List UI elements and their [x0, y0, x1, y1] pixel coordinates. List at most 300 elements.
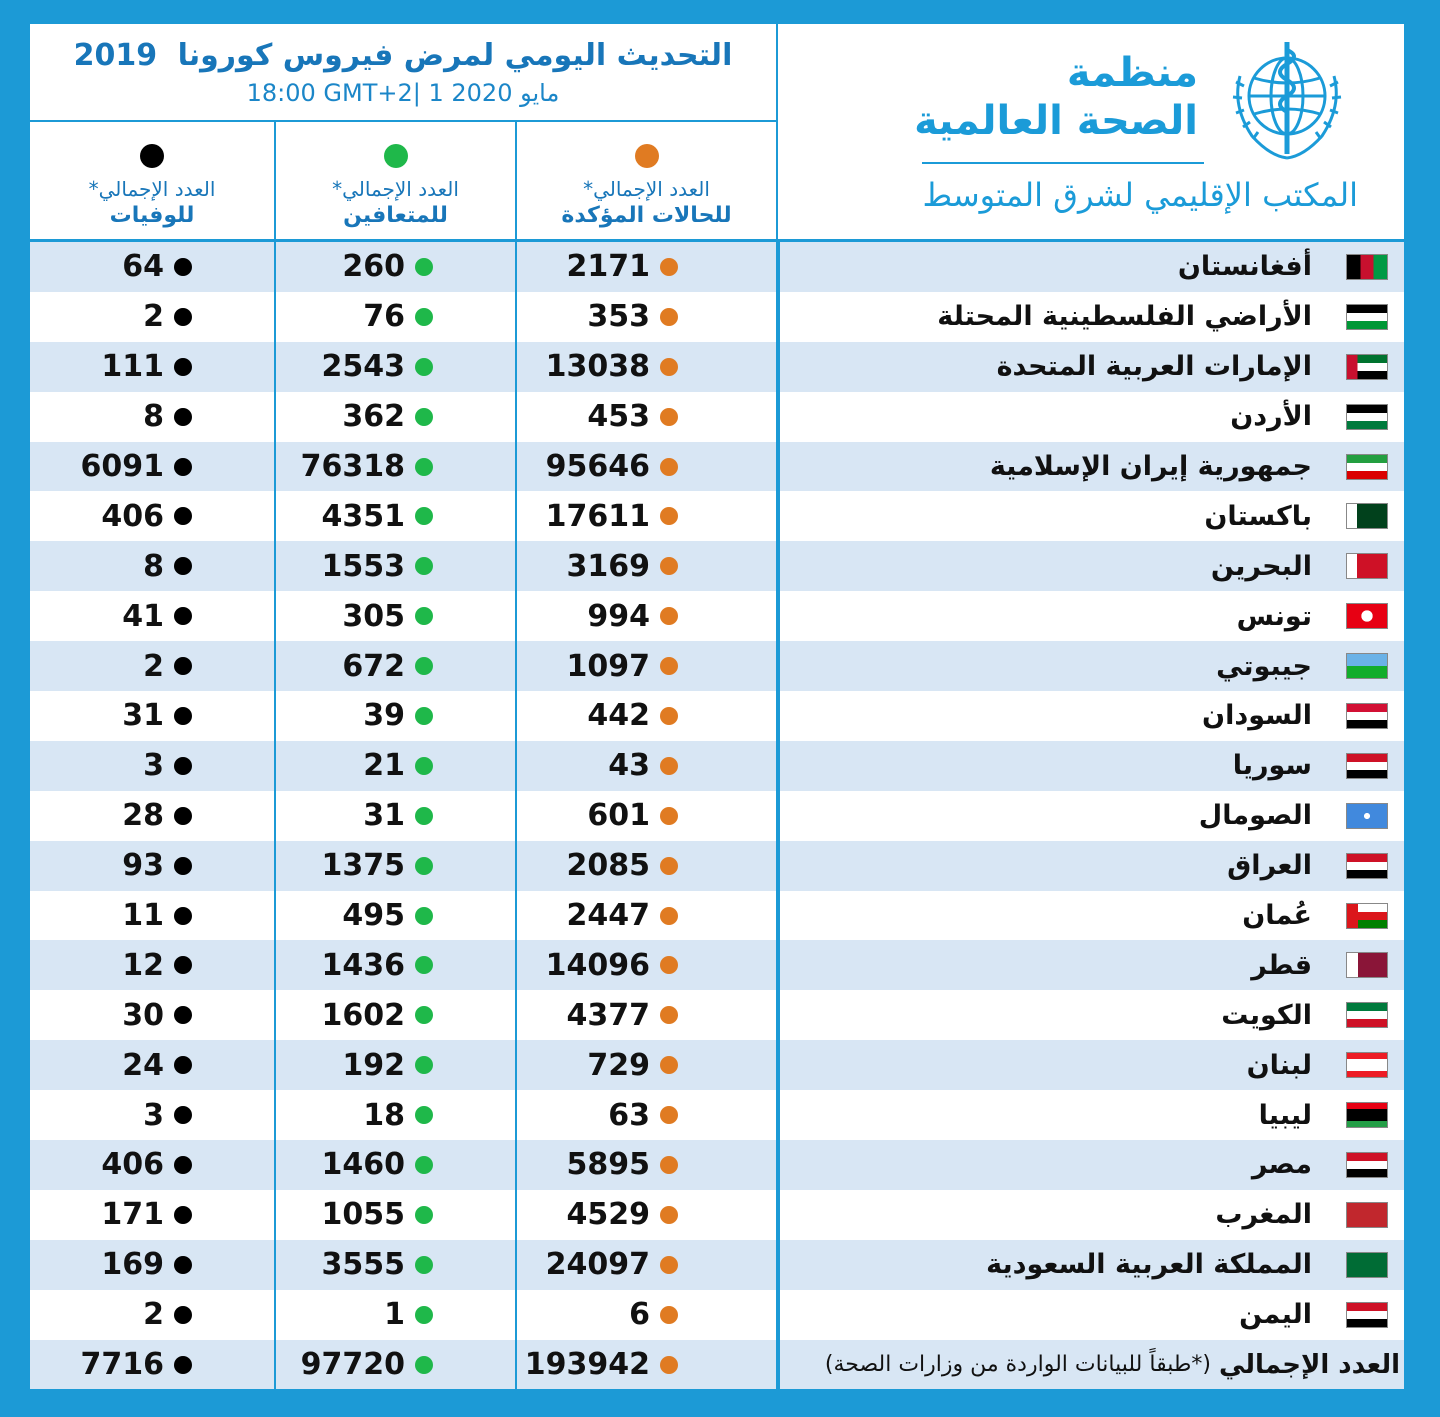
deaths-value: 406	[101, 498, 164, 534]
country-cell	[778, 940, 1408, 990]
recovered-value: 39	[363, 698, 405, 734]
deaths-cell	[30, 1040, 276, 1090]
deaths-dot-icon	[174, 1306, 192, 1324]
deaths-dot-icon	[174, 857, 192, 875]
deaths-value: 2	[143, 299, 164, 335]
confirmed-value: 14096	[545, 947, 650, 983]
lebanon-flag-icon	[1346, 1052, 1388, 1078]
deaths-cell	[30, 791, 276, 841]
recovered-value: 1460	[321, 1147, 405, 1183]
deaths-dot-icon	[174, 1206, 192, 1224]
column-header-line1: العدد الإجمالي*	[332, 177, 459, 201]
oman-flag-icon	[1346, 903, 1388, 929]
confirmed-value: 1097	[566, 648, 650, 684]
recovered-cell	[276, 741, 517, 791]
country-cell	[778, 591, 1408, 641]
confirmed-dot-icon	[660, 1006, 678, 1024]
who-emblem-icon	[1212, 36, 1362, 166]
deaths-value: 3	[143, 748, 164, 784]
country-cell	[778, 442, 1408, 492]
confirmed-value: 442	[587, 698, 650, 734]
confirmed-value: 2085	[566, 848, 650, 884]
deaths-cell	[30, 940, 276, 990]
recovered-cell	[276, 1240, 517, 1290]
confirmed-cell	[517, 1240, 778, 1290]
recovered-cell	[276, 641, 517, 691]
confirmed-dot-icon	[660, 707, 678, 725]
confirmed-dot-icon	[660, 607, 678, 625]
deaths-value: 41	[122, 598, 164, 634]
country-name: السودان	[1202, 700, 1312, 732]
recovered-value: 192	[342, 1047, 405, 1083]
confirmed-total-cell	[517, 1340, 778, 1390]
recovered-dot-icon	[415, 1356, 433, 1374]
country-cell	[778, 891, 1408, 941]
confirmed-value: 63	[608, 1097, 650, 1133]
recovered-dot-icon	[415, 557, 433, 575]
recovered-value: 1375	[321, 848, 405, 884]
table-row	[30, 442, 1404, 492]
recovered-value: 1	[384, 1297, 405, 1333]
country-cell	[778, 691, 1408, 741]
recovered-value: 76318	[300, 449, 405, 484]
confirmed-cell	[517, 541, 778, 591]
recovered-cell	[276, 442, 517, 492]
country-cell	[778, 990, 1408, 1040]
recovered-value: 672	[342, 648, 405, 684]
table-row	[30, 791, 1404, 841]
confirmed-cell	[517, 791, 778, 841]
confirmed-value: 2447	[566, 898, 650, 934]
deaths-dot-icon	[174, 1156, 192, 1174]
country-name: مصر	[1251, 1149, 1312, 1181]
confirmed-value: 24097	[545, 1247, 650, 1283]
country-name: اليمن	[1239, 1299, 1312, 1331]
column-header-line2: للوفيات	[109, 203, 195, 228]
deaths-dot-icon	[174, 408, 192, 426]
country-cell	[778, 1190, 1408, 1240]
confirmed-value: 193942	[524, 1347, 650, 1383]
country-name: لبنان	[1246, 1049, 1312, 1081]
recovered-cell	[276, 1040, 517, 1090]
country-name: قطر	[1251, 949, 1312, 981]
country-name: العراق	[1227, 850, 1312, 882]
deaths-dot-icon	[174, 607, 192, 625]
jordan-flag-icon	[1346, 404, 1388, 430]
recovered-dot-icon	[415, 956, 433, 974]
confirmed-cell	[517, 841, 778, 891]
confirmed-value: 5895	[566, 1147, 650, 1183]
recovered-dot-icon	[415, 657, 433, 675]
table-row	[30, 1090, 1404, 1140]
table-row	[30, 741, 1404, 791]
deaths-dot-icon	[174, 308, 192, 326]
confirmed-value: 994	[587, 598, 650, 634]
country-name: البحرين	[1210, 550, 1312, 582]
country-cell	[778, 342, 1408, 392]
confirmed-dot-icon	[635, 144, 659, 168]
deaths-value: 406	[101, 1147, 164, 1183]
recovered-value: 260	[342, 249, 405, 285]
table-row	[30, 1040, 1404, 1090]
table-row	[30, 591, 1404, 641]
confirmed-cell	[517, 940, 778, 990]
recovered-value: 4351	[321, 498, 405, 534]
confirmed-dot-icon	[660, 657, 678, 675]
deaths-value: 7716	[80, 1347, 164, 1383]
deaths-cell	[30, 891, 276, 941]
recovered-value: 31	[363, 798, 405, 834]
deaths-cell	[30, 1140, 276, 1190]
deaths-dot-icon	[174, 707, 192, 725]
confirmed-cell	[517, 242, 778, 292]
recovered-dot-icon	[415, 1256, 433, 1274]
confirmed-value: 4529	[566, 1197, 650, 1233]
recovered-value: 18	[363, 1097, 405, 1133]
deaths-value: 64	[122, 249, 164, 285]
recovered-value: 76	[363, 299, 405, 335]
recovered-dot-icon	[415, 1306, 433, 1324]
recovered-dot-icon	[415, 907, 433, 925]
table-row	[30, 1240, 1404, 1290]
deaths-value: 2	[143, 1297, 164, 1333]
deaths-value: 30	[122, 997, 164, 1033]
recovered-cell	[276, 841, 517, 891]
recovered-dot-icon	[415, 1056, 433, 1074]
table-row	[30, 392, 1404, 442]
deaths-dot-icon	[174, 358, 192, 376]
deaths-cell	[30, 741, 276, 791]
confirmed-value: 6	[629, 1297, 650, 1333]
recovered-dot-icon	[415, 1006, 433, 1024]
confirmed-value: 601	[587, 798, 650, 834]
country-cell	[778, 491, 1408, 541]
confirmed-dot-icon	[660, 1056, 678, 1074]
iraq-flag-icon	[1346, 853, 1388, 879]
confirmed-dot-icon	[660, 757, 678, 775]
sudan-flag-icon	[1346, 703, 1388, 729]
column-header-recovered	[276, 122, 517, 242]
regional-office-name: المكتب الإقليمي لشرق المتوسط	[922, 176, 1358, 214]
recovered-cell	[276, 342, 517, 392]
deaths-dot-icon	[174, 956, 192, 974]
deaths-dot-icon	[174, 1256, 192, 1274]
deaths-value: 2	[143, 648, 164, 684]
egypt-flag-icon	[1346, 1152, 1388, 1178]
confirmed-value: 353	[587, 299, 650, 335]
recovered-cell	[276, 541, 517, 591]
recovered-cell	[276, 1140, 517, 1190]
org-name-line2: الصحة العالمية	[914, 98, 1198, 144]
syria-flag-icon	[1346, 753, 1388, 779]
confirmed-value: 17611	[545, 498, 650, 534]
confirmed-cell	[517, 1090, 778, 1140]
recovered-value: 305	[342, 598, 405, 634]
confirmed-cell	[517, 392, 778, 442]
recovered-cell	[276, 491, 517, 541]
recovered-dot-icon	[415, 258, 433, 276]
confirmed-dot-icon	[660, 557, 678, 575]
total-label: العدد الإجمالي	[1218, 1349, 1400, 1380]
confirmed-value: 43	[608, 748, 650, 784]
confirmed-value: 4377	[566, 997, 650, 1033]
table-row	[30, 990, 1404, 1040]
table-row	[30, 1290, 1404, 1340]
deaths-cell	[30, 392, 276, 442]
recovered-value: 2543	[321, 349, 405, 385]
recovered-dot-icon	[415, 807, 433, 825]
table-row	[30, 1140, 1404, 1190]
kuwait-flag-icon	[1346, 1002, 1388, 1028]
total-row	[30, 1340, 1404, 1390]
country-cell	[778, 1240, 1408, 1290]
afghanistan-flag-icon	[1346, 254, 1388, 280]
recovered-cell	[276, 1190, 517, 1240]
country-name: المملكة العربية السعودية	[986, 1249, 1312, 1281]
deaths-cell	[30, 442, 276, 492]
confirmed-cell	[517, 1190, 778, 1240]
confirmed-cell	[517, 1040, 778, 1090]
column-header-line1: العدد الإجمالي*	[88, 177, 216, 201]
recovered-value: 495	[342, 898, 405, 934]
deaths-dot-icon	[174, 1006, 192, 1024]
deaths-dot-icon	[174, 557, 192, 575]
table-row	[30, 342, 1404, 392]
somalia-flag-icon	[1346, 803, 1388, 829]
country-cell	[778, 292, 1408, 342]
deaths-value: 31	[122, 698, 164, 734]
deaths-cell	[30, 292, 276, 342]
recovered-cell	[276, 791, 517, 841]
table-row	[30, 242, 1404, 292]
country-name: باكستان	[1204, 500, 1312, 532]
country-cell	[778, 392, 1408, 442]
title-year: 2019	[73, 38, 158, 73]
confirmed-dot-icon	[660, 1256, 678, 1274]
recovered-dot-icon	[415, 607, 433, 625]
header	[30, 24, 1404, 242]
total-label-cell	[778, 1340, 1408, 1390]
deaths-value: 93	[122, 848, 164, 884]
date-line: 18:00 GMT+2| 1 مايو 2020	[246, 79, 560, 107]
recovered-dot-icon	[415, 707, 433, 725]
country-cell	[778, 841, 1408, 891]
confirmed-cell	[517, 491, 778, 541]
country-name: الصومال	[1198, 800, 1312, 832]
confirmed-cell	[517, 1290, 778, 1340]
deaths-dot-icon	[174, 1056, 192, 1074]
country-cell	[778, 1040, 1408, 1090]
country-name: الإمارات العربية المتحدة	[996, 351, 1312, 383]
confirmed-dot-icon	[660, 1206, 678, 1224]
iran-flag-icon	[1346, 454, 1388, 480]
recovered-value: 1553	[321, 548, 405, 584]
deaths-cell	[30, 342, 276, 392]
column-header-deaths	[30, 122, 276, 242]
deaths-cell	[30, 491, 276, 541]
table-row	[30, 891, 1404, 941]
confirmed-dot-icon	[660, 807, 678, 825]
confirmed-dot-icon	[660, 907, 678, 925]
confirmed-dot-icon	[660, 308, 678, 326]
country-name: تونس	[1236, 600, 1312, 632]
deaths-value: 28	[122, 798, 164, 834]
deaths-cell	[30, 691, 276, 741]
confirmed-cell	[517, 591, 778, 641]
deaths-dot-icon	[174, 258, 192, 276]
country-name: الأراضي الفلسطينية المحتلة	[937, 301, 1312, 333]
deaths-value: 111	[101, 349, 164, 385]
recovered-dot-icon	[415, 1206, 433, 1224]
recovered-cell	[276, 691, 517, 741]
country-name: الكويت	[1221, 999, 1312, 1031]
column-header-line1: العدد الإجمالي*	[583, 177, 710, 201]
confirmed-cell	[517, 891, 778, 941]
deaths-dot-icon	[174, 1356, 192, 1374]
deaths-dot-icon	[174, 507, 192, 525]
deaths-dot-icon	[174, 807, 192, 825]
country-cell	[778, 1140, 1408, 1190]
confirmed-dot-icon	[660, 258, 678, 276]
deaths-dot-icon	[174, 907, 192, 925]
country-cell	[778, 791, 1408, 841]
table-row	[30, 292, 1404, 342]
table-row	[30, 841, 1404, 891]
bahrain-flag-icon	[1346, 553, 1388, 579]
title-text: التحديث اليومي لمرض فيروس كورونا	[177, 38, 733, 73]
table-row	[30, 1190, 1404, 1240]
deaths-dot-icon	[174, 757, 192, 775]
org-name-line1: منظمة	[1066, 50, 1198, 96]
deaths-cell	[30, 1290, 276, 1340]
recovered-dot-icon	[415, 1156, 433, 1174]
confirmed-dot-icon	[660, 1306, 678, 1324]
source-note: (*طبقاً للبيانات الواردة من وزارات الصحة)	[824, 1352, 1211, 1378]
deaths-total-cell	[30, 1340, 276, 1390]
deaths-cell	[30, 1190, 276, 1240]
palestine-flag-icon	[1346, 304, 1388, 330]
confirmed-cell	[517, 342, 778, 392]
confirmed-dot-icon	[660, 1106, 678, 1124]
recovered-value: 1602	[321, 997, 405, 1033]
djibouti-flag-icon	[1346, 653, 1388, 679]
deaths-value: 11	[122, 898, 164, 934]
confirmed-value: 453	[587, 399, 650, 435]
recovered-dot-icon	[415, 308, 433, 326]
recovered-value: 3555	[321, 1247, 405, 1283]
confirmed-dot-icon	[660, 1156, 678, 1174]
recovered-cell	[276, 891, 517, 941]
libya-flag-icon	[1346, 1102, 1388, 1128]
deaths-cell	[30, 841, 276, 891]
recovered-dot-icon	[415, 458, 433, 476]
deaths-dot-icon	[174, 1106, 192, 1124]
title-box	[30, 24, 778, 122]
table-row	[30, 691, 1404, 741]
country-name: المغرب	[1215, 1199, 1312, 1231]
recovered-cell	[276, 1090, 517, 1140]
country-cell	[778, 1290, 1408, 1340]
recovered-dot-icon	[415, 857, 433, 875]
country-name: ليبيا	[1258, 1099, 1312, 1131]
recovered-value: 1436	[321, 947, 405, 983]
deaths-value: 12	[122, 947, 164, 983]
country-name: سوريا	[1232, 750, 1312, 782]
recovered-value: 97720	[300, 1347, 405, 1383]
country-name: الأردن	[1230, 401, 1312, 433]
country-name: جمهورية إيران الإسلامية	[989, 451, 1312, 482]
confirmed-dot-icon	[660, 358, 678, 376]
table-row	[30, 491, 1404, 541]
deaths-value: 8	[143, 399, 164, 435]
recovered-dot-icon	[415, 1106, 433, 1124]
tunisia-flag-icon	[1346, 603, 1388, 629]
table-row	[30, 641, 1404, 691]
recovered-total-cell	[276, 1340, 517, 1390]
confirmed-cell	[517, 691, 778, 741]
saudi-flag-icon	[1346, 1252, 1388, 1278]
confirmed-dot-icon	[660, 956, 678, 974]
deaths-cell	[30, 1090, 276, 1140]
confirmed-dot-icon	[660, 408, 678, 426]
qatar-flag-icon	[1346, 952, 1388, 978]
recovered-cell	[276, 392, 517, 442]
deaths-dot-icon	[174, 657, 192, 675]
uae-flag-icon	[1346, 354, 1388, 380]
country-name: جيبوتي	[1216, 650, 1312, 682]
deaths-value: 169	[101, 1247, 164, 1283]
recovered-cell	[276, 990, 517, 1040]
confirmed-value: 2171	[566, 249, 650, 285]
deaths-value: 8	[143, 548, 164, 584]
confirmed-cell	[517, 442, 778, 492]
recovered-value: 362	[342, 399, 405, 435]
recovered-cell	[276, 242, 517, 292]
who-logo-area	[780, 24, 1406, 242]
table-row	[30, 541, 1404, 591]
yemen-flag-icon	[1346, 1302, 1388, 1328]
confirmed-dot-icon	[660, 507, 678, 525]
table-row	[30, 940, 1404, 990]
deaths-cell	[30, 242, 276, 292]
deaths-value: 6091	[80, 449, 164, 484]
country-cell	[778, 242, 1408, 292]
country-cell	[778, 641, 1408, 691]
confirmed-cell	[517, 292, 778, 342]
confirmed-value: 95646	[545, 449, 650, 484]
deaths-dot-icon	[174, 458, 192, 476]
confirmed-value: 13038	[545, 349, 650, 385]
confirmed-dot-icon	[660, 857, 678, 875]
recovered-cell	[276, 292, 517, 342]
page-title	[30, 38, 776, 73]
column-header-confirmed	[517, 122, 778, 242]
data-table	[30, 242, 1404, 1389]
country-cell	[778, 1090, 1408, 1140]
recovered-cell	[276, 940, 517, 990]
deaths-cell	[30, 990, 276, 1040]
confirmed-value: 3169	[566, 548, 650, 584]
confirmed-cell	[517, 641, 778, 691]
confirmed-dot-icon	[660, 1356, 678, 1374]
confirmed-cell	[517, 990, 778, 1040]
recovered-dot-icon	[384, 144, 408, 168]
deaths-value: 3	[143, 1097, 164, 1133]
recovered-value: 1055	[321, 1197, 405, 1233]
recovered-value: 21	[363, 748, 405, 784]
deaths-cell	[30, 641, 276, 691]
deaths-dot-icon	[140, 144, 164, 168]
